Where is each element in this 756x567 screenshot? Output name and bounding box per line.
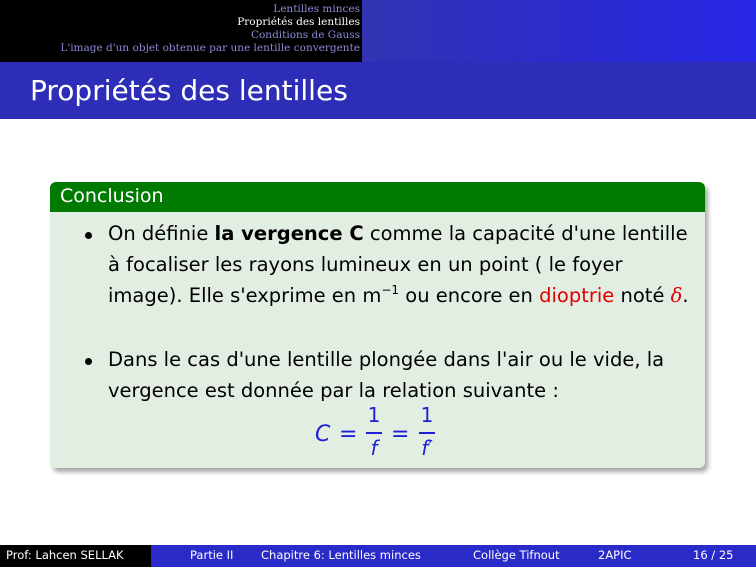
bullet-icon	[85, 232, 92, 239]
fraction-denominator: f′	[421, 436, 433, 460]
formula-lhs: C	[315, 422, 331, 447]
nav-section-image-objet[interactable]: L'image d'un objet obtenue par une lentille convergente	[60, 42, 360, 54]
item-text-relation: Dans le cas d'une lentille plongée dans l'air ou le vide, la vergence est donnée par la relation suivante :	[108, 348, 665, 402]
block-body	[50, 212, 705, 468]
footer-author-box	[0, 545, 151, 567]
formula-equals: =	[391, 422, 410, 447]
term-vergence: la vergence C	[214, 222, 364, 245]
fraction-bar	[366, 432, 382, 434]
section-navigation	[0, 0, 756, 62]
text-fragment: .	[682, 284, 689, 307]
footer-chapter: Chapitre 6: Lentilles minces	[261, 548, 421, 562]
nav-section-proprietes[interactable]: Propriétés des lentilles	[237, 16, 360, 28]
exponent: −1	[381, 283, 400, 297]
footer-school: Collège Tifnout	[473, 548, 560, 562]
footer-page-number: 16 / 25	[693, 548, 734, 562]
text-fragment: On définie	[108, 222, 215, 245]
footer-level: 2APIC	[598, 548, 632, 562]
navigation-gradient	[362, 0, 756, 62]
formula-equals: =	[339, 422, 358, 447]
footer-author: Prof: Lahcen SELLAK	[6, 548, 124, 562]
block-title: Conclusion	[60, 185, 164, 207]
bullet-icon	[85, 358, 92, 365]
frame-title: Propriétés des lentilles	[30, 74, 348, 107]
section-list	[0, 3, 360, 55]
fraction-numerator: 1	[367, 403, 381, 427]
symbol-delta: δ	[670, 284, 683, 307]
term-dioptrie: dioptrie	[539, 284, 615, 307]
text-fragment: noté	[614, 284, 671, 307]
footer-part: Partie II	[190, 548, 234, 562]
slide-footer	[0, 545, 756, 567]
fraction-denominator: f	[370, 436, 378, 460]
text-fragment: ou encore en	[399, 284, 540, 307]
nav-section-lentilles-minces[interactable]: Lentilles minces	[273, 3, 360, 15]
footer-info-box	[151, 545, 756, 567]
item-text-vergence	[108, 218, 698, 311]
nav-section-conditions-gauss[interactable]: Conditions de Gauss	[250, 29, 360, 41]
frame-title-bar	[0, 62, 756, 119]
fraction-numerator: 1	[420, 403, 434, 427]
block-header	[50, 182, 705, 212]
fraction-bar	[419, 432, 435, 434]
text-fragment: comme la capacité d'une lentille à focaliser les rayons lumineux en un point ( le foyer image). Elle s'exprime en m	[108, 222, 688, 307]
